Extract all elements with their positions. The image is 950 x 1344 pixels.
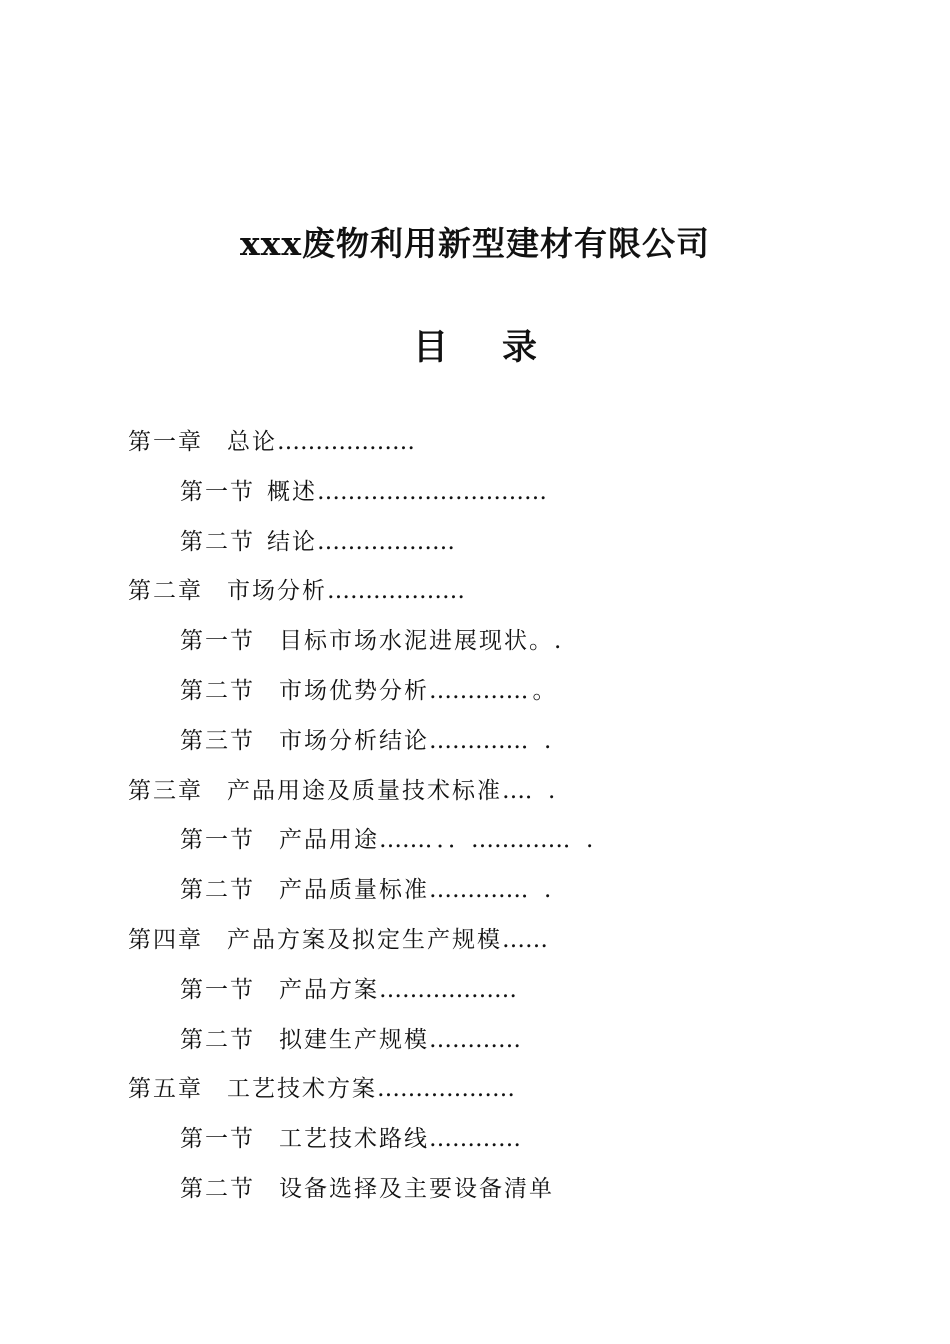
toc-entry[interactable] [0, 721, 950, 771]
toc-entry-number: 第二节 [180, 528, 255, 555]
toc-entry-number: 第四章 [128, 926, 203, 953]
toc-entry-title: 工艺技术路线 [279, 1126, 429, 1153]
toc-heading-right: 录 [502, 327, 538, 368]
toc-entry[interactable] [0, 472, 950, 522]
toc-entry-number: 第三章 [128, 777, 203, 804]
toc-entry[interactable] [0, 1119, 950, 1169]
toc-heading [0, 320, 950, 370]
toc-entry-number: 第一节 [180, 976, 255, 1003]
toc-entry-title: 产品方案及拟定生产规模 [227, 926, 502, 953]
toc-entry-leader: ……………… [379, 976, 517, 1003]
toc-entry-title: 设备选择及主要设备清单 [279, 1175, 554, 1202]
toc-entry-title: 拟建生产规模 [279, 1026, 429, 1053]
toc-entry[interactable] [0, 920, 950, 970]
toc-entry[interactable] [0, 1020, 950, 1070]
toc-entry[interactable] [0, 571, 950, 621]
toc-entry-title: 结论 [267, 528, 317, 555]
toc-entry[interactable] [0, 771, 950, 821]
toc-entry-leader: ………………………… [317, 478, 547, 505]
toc-entry[interactable] [0, 870, 950, 920]
toc-entry-title: 产品质量标准 [279, 877, 429, 904]
toc-entry-leader: ……………… [377, 1076, 515, 1103]
toc-entry[interactable] [0, 1069, 950, 1119]
toc-entry-number: 第二章 [128, 578, 203, 605]
toc-entry-title: 产品用途及质量技术标准 [227, 777, 502, 804]
toc-entry[interactable] [0, 970, 950, 1020]
toc-entry-title: 目标市场水泥进展现状。. [279, 628, 564, 655]
toc-entry-title: 总论 [227, 429, 277, 455]
toc-entry-number: 第一节 [180, 478, 255, 505]
toc-entry-leader: …………．. [429, 727, 552, 754]
toc-entry[interactable] [0, 820, 950, 870]
toc-entry-number: 第二节 [180, 677, 255, 704]
toc-entry-number: 第一章 [128, 429, 203, 455]
toc-entry-number: 第一节 [180, 628, 255, 655]
company-title: xxx废物利用新型建材有限公司 [239, 224, 711, 263]
toc-entry-leader: ………… [429, 1026, 521, 1053]
toc-entry-title: 市场分析 [227, 578, 327, 605]
toc-entry-title: 概述 [267, 478, 317, 505]
toc-entry[interactable] [0, 1169, 950, 1219]
toc-entry-title: 产品方案 [279, 976, 379, 1003]
toc-entry[interactable] [0, 422, 950, 472]
toc-entry-title: 市场优势分析 [279, 677, 429, 704]
toc-entry-leader: …………．。 [429, 677, 556, 704]
toc-entry-title: 工艺技术方案 [227, 1076, 377, 1103]
toc-entry-title: 市场分析结论 [279, 727, 429, 754]
toc-entry-leader: ……………… [277, 429, 415, 455]
toc-entry[interactable] [0, 671, 950, 721]
toc-entry-leader: …………．. [429, 877, 552, 904]
toc-entry-leader: ……．．．…………．. [379, 827, 594, 854]
toc-entry-number: 第一节 [180, 827, 255, 854]
toc-entry-number: 第一节 [180, 1126, 255, 1153]
toc-entry-title: 产品用途 [279, 827, 379, 854]
toc-entry-number: 第二节 [180, 1026, 255, 1053]
toc-entry[interactable] [0, 621, 950, 671]
toc-entry-number: 第三节 [180, 727, 255, 754]
toc-entry-leader: …… [502, 926, 548, 953]
toc-entry-leader: …．. [502, 777, 556, 804]
toc-entry[interactable] [0, 522, 950, 572]
toc-heading-left: 目 [412, 327, 448, 368]
toc-entry-number: 第五章 [128, 1076, 203, 1103]
toc-entry-leader: ………… [429, 1126, 521, 1153]
toc-entry-leader: ……………… [327, 578, 465, 605]
toc-entry-number: 第二节 [180, 1175, 255, 1202]
toc-entry-leader: ……………… [317, 528, 455, 555]
toc-list [0, 422, 950, 1219]
toc-entry-number: 第二节 [180, 877, 255, 904]
